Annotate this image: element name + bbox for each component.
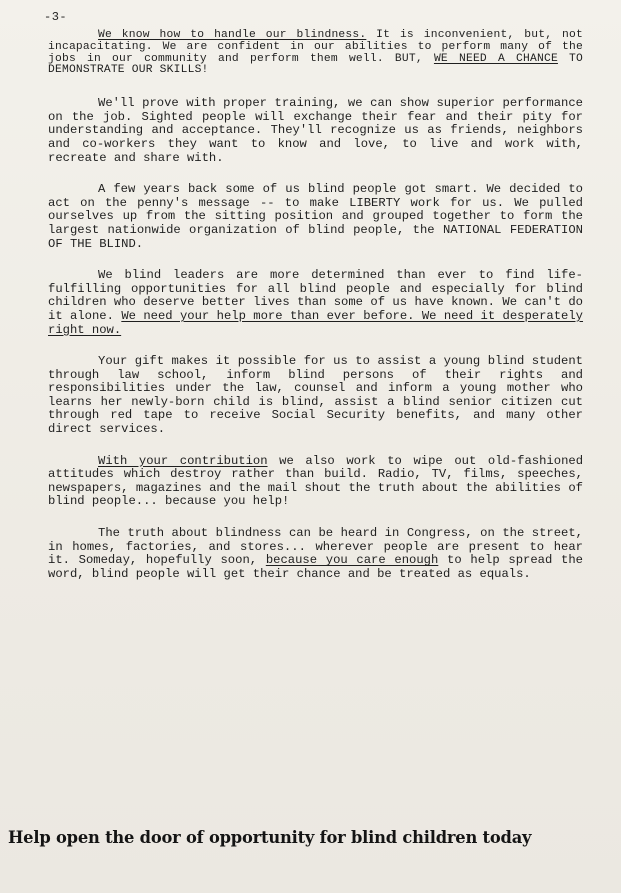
underlined-phrase: because you care enough	[265, 553, 439, 568]
underlined-phrase: With your contribution	[98, 453, 268, 468]
underlined-phrase: We know how to handle our blindness.	[98, 29, 367, 41]
letter-body	[48, 30, 583, 599]
paragraph-handle-blindness	[48, 30, 583, 77]
paragraph-text: It is inconvenient, but, not incapacitating. We are confident in our abilities to perform many of the jobs in our community and perform them well. BUT,	[48, 29, 583, 65]
footer-headline: Help open the door of opportunity for blind children today	[8, 828, 532, 847]
paragraph-text: TO DEMONSTRATE OUR SKILLS!	[48, 52, 583, 77]
paragraph-your-contribution	[48, 455, 583, 509]
paragraph-text: We blind leaders are more determined than ever to find life-fulfilling opportunities for all blind people and especially for blind children who deserve better lives than some of us have known. We can't do it alone.	[48, 268, 583, 323]
paragraph-text: we also work to wipe out old-fashioned attitudes which destroy rather than build. Radio, TV, films, speeches, newspapers, magazines and the mail shout the truth about the abilities of blind people... because you help!	[48, 453, 584, 509]
paragraph-text: The truth about blindness can be heard in Congress, on the street, in homes, factories, and stores... wherever people are present to hear it. Someday, hopefully soon,	[48, 526, 583, 568]
paragraph-proper-training	[48, 97, 583, 165]
paragraph-few-years-back	[48, 183, 583, 251]
page-number: -3-	[44, 10, 68, 24]
paragraph-text: Your gift makes it possible for us to assist a young blind student through law school, inform blind persons of their rights and responsibilities under the law, counsel and inform a young mother who learns her newly-born child is blind, assist a blind senior citizen cut through red tape to receive Social Security benefits, and many other direct services.	[48, 354, 583, 437]
paragraph-text: We'll prove with proper training, we can show superior performance on the job. Sighted people will exchange their fear and their pity for understanding and acceptance. They'll recognize us as friends, neighbors and co-workers they want to know and love, to live and work with, recreate and share with.	[48, 96, 583, 165]
paragraph-text: to help spread the word, blind people will get their chance and be treated as equals.	[48, 553, 583, 581]
underlined-phrase: We need your help more than ever before. We need it desperately right now.	[48, 308, 584, 337]
underlined-phrase: WE NEED A CHANCE	[433, 52, 558, 65]
paragraph-your-gift	[48, 355, 583, 437]
paragraph-blind-leaders	[48, 269, 583, 337]
paragraph-truth-about-blindness	[48, 527, 583, 581]
paragraph-text: A few years back some of us blind people got smart. We decided to act on the penny's message -- to make LIBERTY work for us. We pulled ourselves up from the sitting position and grouped together to form the largest nationwide organization of blind people, the NATIONAL FEDERATION OF THE BLIND.	[48, 182, 583, 251]
